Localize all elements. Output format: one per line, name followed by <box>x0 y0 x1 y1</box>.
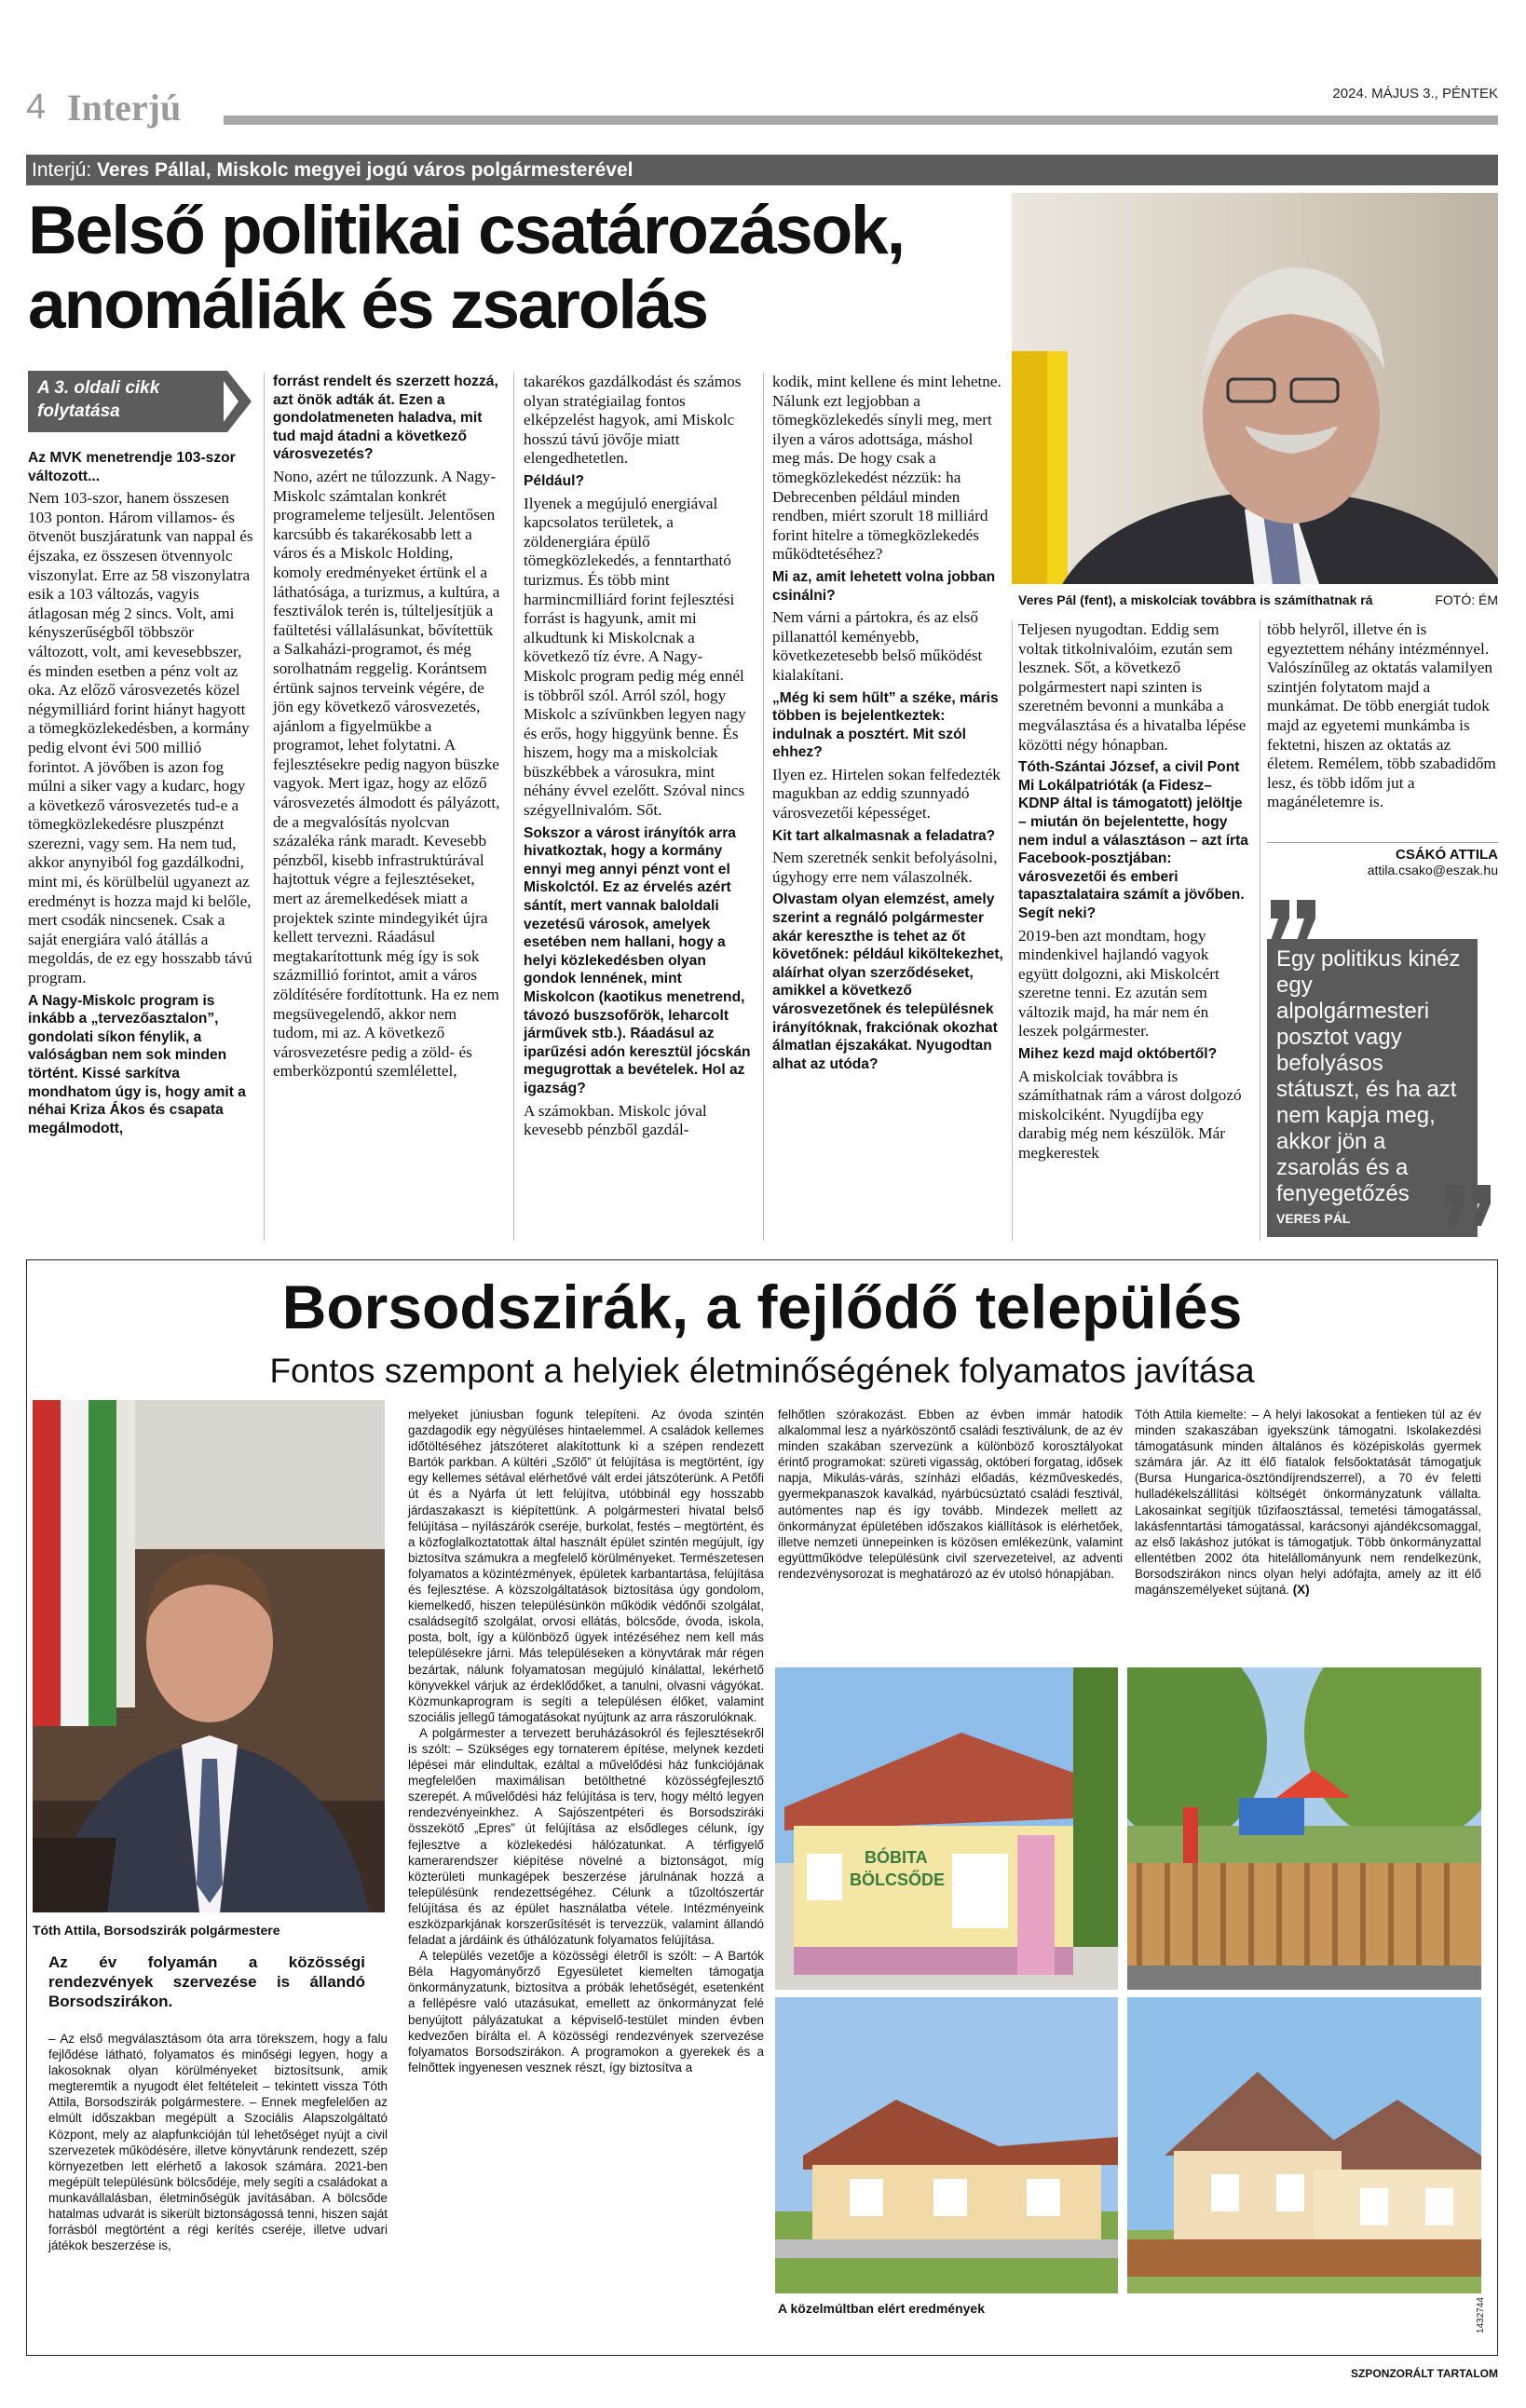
continuation-line2: folytatása <box>37 401 120 421</box>
kicker-label: Interjú: <box>32 159 92 181</box>
byline-name: CSÁKÓ ATTILA <box>1396 847 1498 863</box>
column-divider <box>1012 620 1013 1241</box>
ad-code: 1432744 <box>1476 2297 1486 2333</box>
interview-question: Az MVK menetrendje 103-szor változott... <box>28 450 236 484</box>
ad-photos-caption: A közelmúltban elért eredmények <box>778 2301 986 2316</box>
bolcsode-building-image <box>775 1667 1118 1990</box>
interview-answer: A számokban. Miskolc jóval kevesebb pénzből gazdál- <box>524 1101 707 1139</box>
photo-caption <box>1018 592 1498 607</box>
interview-answer: Ilyenek a megújuló energiával kapcsolatos területek, a zöldenergiára épülő tömegközlekedés, a fenntartható turizmus. És több mint harmincmilliárd forint fejlesztési forrást is hagyunk, amit mi alkudtunk ki Miskolcnak a következő tíz évre. A Nagy-Miskolc program pedig még ennél is többről szól. Arról szól, hogy Miskolc a szívünkben legyen nagy és erős, hogy higgyünk benne. És hiszem, hogy ma a miskolciak büszkébbek a városukra, mint néhány évvel ezelőtt. Szóval nincs szégyellnivalóm. Sőt. <box>524 494 746 820</box>
interview-question: Kit tart alkalmasnak a feladatra? <box>772 827 996 844</box>
kicker-text: Veres Pállal, Miskolc megyei jogú város polgármesterével <box>97 159 634 181</box>
continuation-arrow-icon <box>216 371 255 432</box>
interview-question: Mihez kezd majd októbertől? <box>1018 1046 1218 1063</box>
page-number: 4 <box>26 88 47 127</box>
photo-caption-text: Veres Pál (fent), a miskolciak továbbra is számíthatnak rá <box>1018 592 1373 607</box>
ad-column-2 <box>408 1407 764 2075</box>
headline-line1: Belső politikai csatározások, <box>28 193 905 268</box>
column-divider <box>264 373 265 1241</box>
interview-answer: kodik, mint kellene és mint lehetne. Nálunk ezt legjobban a tömegközlekedés sínyli meg, mert ilyen a város adottsága, máshol meg más. De hogy csak a tömegközlekedést nézzük: ha Debrecenben például minden rendben, miért szorult 18 milliárd forint hitelre a tömegközlekedés működtetéséhez? <box>772 373 1001 564</box>
interview-question: forrást rendelt és szerzett hozzá, azt önök adták át. Ezen a gondolatmeneten haladva, mit tud majd átadni a következő városvezetés? <box>273 374 498 463</box>
community-hall-image <box>1127 1997 1481 2293</box>
interview-question: Olvastam olyan elemzést, amely szerint a regnáló polgármester akár kereszthe is tehet az őt követőnek: például kiköltekezhet, aláírhat olyan szerződéseket, amikkel a következő városvezetőnek és településnek irányítóknak, frakciónak okozhat álmatlan éjszakákat. Nyugodtan alhat az utóda? <box>772 891 1003 1072</box>
interview-answer: takarékos gazdálkodást és számos olyan stratégiailag fontos elképzelést hagyok, ami Miskolc hosszú távú jövője miatt elengedhetetlen. <box>524 373 742 468</box>
pull-quote-author: VERES PÁL <box>1276 1211 1351 1226</box>
ad-subhead: Fontos szempont a helyiek életminőségének folyamatos javítása <box>269 1352 1255 1390</box>
interview-question: Mi az, amit lehetett volna jobban csinálni? <box>772 568 996 604</box>
sponsored-label: SZPONZORÁLT TARTALOM <box>1351 2367 1498 2380</box>
interview-question: A Nagy-Miskolc program is inkább a „tervezőasztalon”, gondolati síkon fénylik, a valóságban nem sok minden történt. Kissé sarkítva mondhatom úgy is, hogy amit a néhai Kriza Ákos és csapata megálmodott, <box>28 992 246 1136</box>
ad-photo-bolcsode <box>775 1667 1118 1990</box>
interview-answer: 2019-ben azt mondtam, hogy mindenkivel hajlandó vagyok együtt dolgozni, aki Miskolcért szeretne tenni. Ez azután sem változik majd, ha már nem én leszek polgármester. <box>1018 926 1219 1041</box>
article-column-5 <box>1018 620 1249 1167</box>
interview-question: „Még ki sem hűlt” a széke, máris többen is bejelentkeztek: indulnak a posztért. Mit szól ehhez? <box>772 689 999 761</box>
byline-email: attila.csako@eszak.hu <box>1367 863 1498 877</box>
article-column-1 <box>28 449 255 1141</box>
ad-lead: Az év folyamán a közösségi rendezvények szervezése is állandó Borsodszirákon. <box>48 1953 365 2010</box>
article-column-6 <box>1267 620 1498 816</box>
ad-column-3 <box>778 1407 1123 1582</box>
photo-credit: FOTÓ: ÉM <box>1435 592 1498 607</box>
interview-question: Sokszor a várost irányítók arra hivatkoztak, hogy a kormány ennyi meg annyi pénzt vont el Miskolctól. Ez az érvelés azért sántít, mert vannak baloldali vezetésű városok, amelyek esetében nem hallani, hogy a helyi közlekedésben olyan gondok lennének, mint Miskolcon (kaotikus menetrend, távozó buszsofőrök, leharcolt járművek stb.). Ráadásul az iparűzési adón keresztül jócskán megugrottak a bevételek. Hol az igazság? <box>524 824 751 1096</box>
sign-line-1: BÓBITA <box>865 1848 928 1867</box>
header-rule <box>224 116 1498 125</box>
pull-quote <box>1267 900 1498 1241</box>
article-column-2 <box>273 373 504 1085</box>
close-quote-icon <box>1442 1185 1498 1226</box>
interview-answer: több helyről, illetve én is egyeztettem néhány intézménnyel. Valószínűleg az oktatás valamilyen szintjén folytatom majd a munkámat. De több energiát tudok majd az egyetemi munkámba is fektetni, hiszen az oktatás az életem. Remélem, több szabadidőm lesz, és több időm jut a magánéletemre is. <box>1267 620 1496 811</box>
ad-col2-paragraph: A település vezetője a közösségi életről is szólt: – A Bartók Béla Hagyományőrző Egyesületet kiemelten támogatja önkormányzatunk, biztosítva a próbák lehetőségét, esetenként a fellépésre való utazásukat, emellett az önkormányzat felé benyújtott pályázatukat a képviselő-testület minden évben kedvezően bírálta el. A közösségi rendezvények szervezése folyamatos Borsodszirákon. A programokon a gyerekek és a felnőttek ingyenesen vesznek részt, így biztosítva a <box>408 1949 764 2075</box>
sign-line-2: BÖLCSŐDE <box>850 1871 946 1889</box>
ad-col4-text <box>1135 1407 1481 1598</box>
ad-column-4 <box>1135 1407 1481 1598</box>
interview-answer: Teljesen nyugodtan. Eddig sem voltak titkolnivalóim, ezután sem lesznek. Sőt, a következő polgármestert napi szinten is szeretném bevonni a munkába a megválasztása és a hivatalba lépése közötti négy hónapban. <box>1018 620 1247 754</box>
ad-col4-body: Tóth Attila kiemelte: – A helyi lakosokat a fentieken túl az év minden szakaszában igyekszünk támogatni. Iskolakezdési támogatásunk minden általános és középiskolás gyermek számára jár. Az itt élő fiatalok felsőoktatását támogatjuk (Bursa Hungarica-ösztöndíjrendszerrel), a 70 év feletti hulladékelszállítási költségét önkormányzatunk vállalta. Lakosainkat segítjük tűzifaosztással, temetési támogatással, lakásfenntartási támogatással, karácsonyi ajándékcsomaggal, az első lakáshoz jutókat is támogatjuk. Több önkormányzattal ellentétben 2002 óta hitelállományunk nem rendelkezünk, Borsodszirákon nincs olyan helyi adófajta, amely az itt élő magánszemélyeket sújtaná. <box>1135 1408 1481 1598</box>
column-divider <box>513 373 514 1241</box>
main-photo <box>1012 193 1498 584</box>
playground-image <box>1127 1667 1481 1990</box>
section-label: Interjú <box>67 87 182 129</box>
ad-col2-paragraph: melyeket júniusban fogunk telepíteni. Az óvoda szintén gazdagodik egy négyüléses hintaelemmel. A családok kellemes időtöltéséhez játszóteret alakítottunk ki a szépen rendezett Bartók parkban. A kültéri „Szőlő” út felújítása is megtörtént, így egy kellemes sétával elérhetővé vált erdei játszóterünk. A Petőfi út és a Nyárfa út lett felújítva, utóbbinál egy hosszabb járdaszakaszt is kiépítettünk. A polgármesteri hivatal belső felújítása – nyílászárók cseréje, burkolat, festés – megtörtént, és a közfoglalkoztatottak által használt épület szintén megújult, így biztosítva számukra a megfelelő körülményeket. Természetesen folyamatos a közintézmények, épületek karbantartása, felújítása és fejlesztése. A közszolgáltatások biztosítása úgy gondolom, kiemelkedő, hiszen településünkön működik védőnői szolgálat, családsegítő szolgálat, orvosi ellátás, bölcsőde, óvoda, iskola, posta, bolt, így a különböző ügyek intézéséhez nem kell más településekre járni. Más településeken a könyvtárak már régen bezártak, nálunk folyamatosan megújuló kínálattal, lekérhető könyvekkel várjuk az érdeklődőket, a tanulni, olvasni vágyókat. Közmunkaprogram is segíti a településen élőket, valamint szociális jellegű támogatásokat nyújtunk az arra rászorulóknak. <box>408 1408 764 1724</box>
interview-question: Tóth-Szántai József, a civil Pont Mi Lokálpatrióták (a Fidesz–KDNP által is támogatott) jelöltje – miután ön bejelentette, hogy nem indul a választáson – azt írta Facebook-posztjában: városvezetői és emberi tapasztalataira számít a jövőben. Segít neki? <box>1018 759 1248 921</box>
page-date: 2024. MÁJUS 3., PÉNTEK <box>1332 86 1498 102</box>
byline <box>1267 842 1498 877</box>
interview-answer: Nem szeretnék senkit befolyásolni, úgyhogy erre nem válaszolnék. <box>772 849 998 886</box>
continuation-line1: A 3. oldali cikk <box>37 378 160 398</box>
page-header <box>26 82 1498 129</box>
pull-quote-text: Egy politikus kinéz egy alpolgármesteri posztot vagy befolyásos státuszt, és ha azt nem kapja meg, akkor jön a zsarolás és a fenyegetőzés <box>1276 946 1461 1206</box>
interview-answer: Ilyen ez. Hirtelen sokan felfedezték magukban az eddig szunnyadó városvezetői képességet. <box>772 765 1001 823</box>
interview-answer: A miskolciak továbbra is számíthatnak rám a várost dolgozó miskolciként. Nyugdíjba egy darabig még nem készülök. Már megkerestek <box>1018 1067 1242 1163</box>
ad-portrait <box>33 1400 385 1912</box>
interview-answer: Nem 103-szor, hanem összesen 103 ponton. Három villamos- és ötvenöt buszjáratunk van nappal és éjszaka, ez összesen ötvennyolc viszonylat. Erre az 58 viszonylatra esik a 103 változás, vagyis átlagosan még 2 sincs. Volt, ami kényszerűségből többször változott, volt, ami kevesebbszer, és minden esetben a pénz volt az oka. Az előző városvezetés közel négymilliárd forint hiányt hagyott a tömegközlekedésben, a kormány pedig elvont évi 500 millió forintot. A jövőben is azon fog múlni a siker vagy a kudarc, hogy a következő városvezetés tud-e a tömegközlekedésre pluszpénzt szerezni, vagy sem. Ha nem tud, akkor anynyiból fog gazdálkodni, mint mi, és körülbelül ugyanezt az eredményt is hozza majd ki belőle, mert csodák nincsenek. Csak a saját energiára való átállás a megoldás, de ez egy hosszabb távú program. <box>28 489 253 987</box>
ad-photo-house <box>775 1997 1118 2293</box>
article-column-3 <box>524 373 755 1144</box>
ad-portrait-caption: Tóth Attila, Borsodszirák polgármestere <box>33 1923 280 1938</box>
kicker-bar <box>26 155 1498 185</box>
headline-line2: anomáliák és zsarolás <box>28 267 707 343</box>
ad-column-1 <box>48 2031 388 2253</box>
headline <box>28 194 1006 343</box>
ad-headline: Borsodszirák, a fejlődő település <box>281 1272 1243 1341</box>
interview-question: Például? <box>524 472 584 489</box>
house-image <box>775 1997 1118 2293</box>
ad-col1-text: – Az első megválasztásom óta arra törekszem, hogy a falu fejlődése látható, folyamatos és minőségi legyen, hogy a lakosoknak olyan körülményeket biztosítsunk, amik megteremtik a nyugodt élet feltételeit – tekintett vissza Tóth Attila, Borsodszirák polgármestere. – Ennek megfelelően az elmúlt időszakban megépült a Szociális Alapszolgáltató Központ, mely az alapfunkcióján túl lehetőséget nyújt a civil szervezetek működésére, illetve könyvtárunk rendezett, szép környezetben lett elérhető a lakosok számára. 2021-ben megépült településünk bölcsődéje, mely segíti a családokat a munkavállalásban, életminőségük javításában. A bölcsőde hatalmas udvarát is sikerült biztonságossá tenni, hiszen saját forrásból megtörtént a régi kerítés cseréje, illetve udvari játékok beszerzése is, <box>48 2032 388 2253</box>
ad-col2-paragraph: A polgármester a tervezett beruházásokról és fejlesztésekről is szólt: – Szükséges egy tornaterem építése, melynek kezdeti lépései már elindultak, ezáltal a művelődési ház funkciójának megfelelően maximálisan betölthetné közösségfejlesztő szerepét. A művelődési ház felújítása is terv, hogy méltó legyen rendezvényeinkhez. A Sajószentpéteri és Borsodsziráki összekötő „Epres” út felújítása az elsődleges célunk, így fejlesztve a közlekedési hálózatunkat. A térfigyelő kamerarendszer kiépítése növelné a biztonságot, míg közterületi munkagépek beszerzése járulnának hozzá a településünk rendezettségéhez. Célunk a tűzoltószertár felújítása és az épület használatba vétele. Intézményeink eszközparkjának korszerűsítését is tervezzük, valamint állandó feladat a járdáink és úthálózatunk folyamatos felújítása. <box>408 1725 764 1948</box>
article-column-4 <box>772 373 1003 1077</box>
portrait-toth-attila <box>33 1400 385 1912</box>
interview-answer: Nem várni a pártokra, és az első pillanattól keményebb, következetesebb belső működést kialakítani. <box>772 608 983 684</box>
ad-end-mark: (X) <box>1292 1583 1310 1598</box>
open-quote-icon <box>1267 900 1323 941</box>
ad-photo-hall <box>1127 1997 1481 2293</box>
column-divider <box>763 373 764 1241</box>
continuation-tag <box>28 371 255 432</box>
ad-col3-text: felhőtlen szórakozást. Ebben az évben immár hatodik alkalommal lesz a nyárköszöntő családi fesztiválunk, de az év minden szakában szervezünk a különböző korosztályokat érintő programokat: szüreti vigasság, októberi forgatag, idősek napja, Mikulás-várás, színházi előadás, kézműveskedés, gyermekpanaszok kavalkád, nyárbúcsúztató családi fesztivál, autómentes nap és így tovább. Mindezek mellett az önkormányzat épületében időszakos kiállítások is elérhetőek, illetve nemzeti ünnepeinken is közösen emlékezünk, valamint együttműködve településünk civil szervezeteivel, az adventi rendezvénysorozat is meghatározó az év utolsó hónapjában. <box>778 1408 1123 1581</box>
ad-photo-playground <box>1127 1667 1481 1990</box>
portrait-veres-pal <box>1012 193 1498 584</box>
interview-answer: Nono, azért ne túlozzunk. A Nagy-Miskolc számtalan konkrét programeleme teljesült. Jelentősen karcsúbb és takarékosabb lett a város és a Miskolc Holding, komoly eredményeket értünk el a láthatósága, a turizmus, a kultúra, a fesztiválok terén is, túlteljesítjük a faültetési vállalásunkat, bővítettük a Salkaházi-programot, és még sorolhatnám reggelig. Korántsem értünk sajnos terveink végére, de jön egy következő városvezetés, ajánlom a figyelmükbe a programot, lehet folytatni. A fejlesztésekre pedig nagyon büszke vagyok. Mert igaz, hogy az előző városvezetés álmodott és pályázott, de a megvalósítás nyolcvan százaléka ránk maradt. Kevesebb pénzből, kisebb infrastruktúrával hajtottuk végre a fejlesztéseket, mert az áremelkedések miatt a projektek szinte mindegyikét újra kellett tervezni. Ráadásul megtakarítottunk még így is sok százmillió forintot, amit a város zöldítésére fordítottunk. Ha ez nem megsüvegelendő, akkor nem tudom, mi az. A következő városvezetésre pedig a zöld- és emberközpontú szemlélettel, <box>273 467 500 1081</box>
